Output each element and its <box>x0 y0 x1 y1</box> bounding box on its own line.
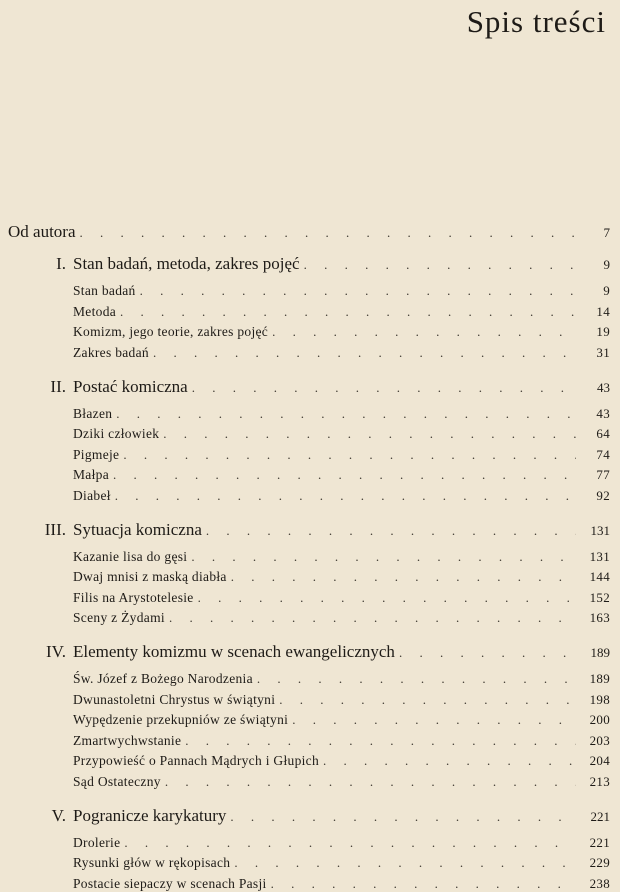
toc-label-text: Metoda <box>73 303 117 319</box>
dot-leader <box>192 380 576 396</box>
toc-subentry <box>0 671 620 687</box>
toc-chapter <box>0 520 620 540</box>
toc-label <box>73 712 288 728</box>
page-number: 14 <box>596 303 610 319</box>
page-number: 9 <box>603 283 610 298</box>
page-number: 43 <box>596 405 610 421</box>
toc-entry <box>0 222 620 242</box>
toc-label-text: Elementy komizmu w scenach ewangelicznych <box>73 642 395 661</box>
dot-leader <box>230 809 576 825</box>
dot-leader <box>272 324 576 340</box>
toc-label <box>73 610 165 626</box>
page-number: 229 <box>589 855 610 870</box>
toc-label-text: Dwaj mnisi z maską diabła <box>73 569 227 584</box>
toc-label-text: Komizm, jego teorie, zakres pojęć <box>73 324 269 339</box>
page-number: 77 <box>596 467 610 482</box>
dot-leader <box>80 225 576 241</box>
dot-leader <box>323 753 576 769</box>
toc-label-text: Diabeł <box>73 487 111 503</box>
page-title: Spis treści <box>466 4 606 39</box>
dot-leader <box>198 590 576 606</box>
dot-leader <box>123 447 576 463</box>
toc-label <box>73 345 149 361</box>
toc-subentry <box>0 304 620 320</box>
toc-label <box>73 753 319 769</box>
toc-subentry <box>0 324 620 340</box>
page-number: 200 <box>589 712 610 727</box>
toc-label <box>73 733 181 749</box>
toc-label-text: Stan badań, metoda, zakres pojęć <box>73 254 300 273</box>
toc-subentry <box>0 283 620 299</box>
toc-label <box>22 254 300 274</box>
toc-label <box>22 642 395 662</box>
chapter-number: V. <box>51 805 66 825</box>
toc-label <box>73 774 161 790</box>
toc-subentry <box>0 426 620 442</box>
page-number: 163 <box>589 610 610 625</box>
chapter-number: IV. <box>46 642 66 661</box>
toc-subentry <box>0 753 620 769</box>
page-number: 31 <box>596 344 610 360</box>
toc-label-text: Zmartwychwstanie <box>73 732 182 748</box>
toc-subentry <box>0 447 620 463</box>
page-number: 152 <box>589 589 610 605</box>
toc-label <box>73 304 116 320</box>
dot-leader <box>185 733 576 749</box>
dot-leader <box>206 523 576 539</box>
toc-label-text: Pogranicze karykatury <box>73 805 227 825</box>
dot-leader <box>113 467 576 483</box>
dot-leader <box>271 876 576 892</box>
toc-chapter <box>0 377 620 397</box>
toc-label <box>22 377 188 397</box>
toc-label <box>73 590 194 606</box>
toc-label <box>73 406 112 422</box>
toc-label-text: Dwunastoletni Chrystus w świątyni <box>73 691 276 707</box>
toc-label-text: Drolerie <box>73 834 121 850</box>
toc-subentry <box>0 488 620 504</box>
toc-label <box>73 447 119 463</box>
toc-chapter <box>0 642 620 662</box>
dot-leader <box>153 345 576 361</box>
page-number: 92 <box>596 487 610 503</box>
dot-leader <box>292 712 576 728</box>
dot-leader <box>257 671 576 687</box>
toc-label <box>73 692 275 708</box>
chapter-number: II. <box>50 376 66 396</box>
toc-subentry <box>0 835 620 851</box>
toc-label <box>73 488 111 504</box>
toc-subentry <box>0 610 620 626</box>
toc-subentry <box>0 876 620 892</box>
page-number: 74 <box>596 446 610 462</box>
toc-subentry <box>0 774 620 790</box>
toc-subentry <box>0 569 620 585</box>
page-number: 221 <box>589 834 610 850</box>
toc-label-text: Dziki człowiek <box>73 426 160 441</box>
toc-label <box>73 671 253 687</box>
page-number: 144 <box>589 569 610 584</box>
toc-label-text: Kazanie lisa do gęsi <box>73 548 188 564</box>
toc-label <box>73 569 227 585</box>
toc-label <box>73 283 136 299</box>
page-number: 131 <box>590 522 610 538</box>
dot-leader <box>140 283 576 299</box>
dot-leader <box>165 774 576 790</box>
page-number: 131 <box>589 548 610 564</box>
toc-label <box>73 549 187 565</box>
toc-label-text: Małpa <box>73 467 109 482</box>
toc-subentry <box>0 712 620 728</box>
dot-leader <box>279 692 576 708</box>
toc-label <box>8 222 76 242</box>
toc-subentry <box>0 590 620 606</box>
toc-label-text: Stan badań <box>73 283 136 298</box>
page-number: 189 <box>590 645 610 660</box>
dot-leader <box>191 549 576 565</box>
toc-label-text: Filis na Arystotelesie <box>73 589 194 605</box>
toc-label <box>73 324 268 340</box>
toc-subentry <box>0 733 620 749</box>
dot-leader <box>169 610 576 626</box>
dot-leader <box>115 488 576 504</box>
toc-label-text: Św. Józef z Bożego Narodzenia <box>73 671 253 686</box>
page-number: 204 <box>589 753 610 768</box>
toc-label-text: Pigmeje <box>73 446 120 462</box>
toc-label-text: Postać komiczna <box>73 376 188 396</box>
toc-subentry <box>0 549 620 565</box>
toc-subentry <box>0 345 620 361</box>
toc-chapter <box>0 806 620 826</box>
toc-label-text: Rysunki głów w rękopisach <box>73 855 231 870</box>
toc-label-text: Zakres badań <box>73 344 149 360</box>
toc-label-text: Sytuacja komiczna <box>73 519 202 539</box>
page-number: 9 <box>603 257 610 272</box>
dot-leader <box>124 835 576 851</box>
chapter-number: III. <box>44 519 66 539</box>
chapter-number: I. <box>56 254 66 273</box>
page-number: 19 <box>596 324 610 339</box>
toc-label-text: Sąd Ostateczny <box>73 773 161 789</box>
page-number: 7 <box>603 225 610 240</box>
toc-label <box>73 876 267 892</box>
page-number: 238 <box>589 875 610 891</box>
toc-label-text: Postacie siepaczy w scenach Pasji <box>73 875 267 891</box>
toc-label-text: Przypowieść o Pannach Mądrych i Głupich <box>73 753 320 768</box>
toc-label <box>73 467 109 483</box>
toc-label <box>73 835 120 851</box>
page-number: 198 <box>589 691 610 707</box>
toc-label <box>22 806 226 826</box>
dot-leader <box>163 426 576 442</box>
dot-leader <box>120 304 576 320</box>
toc-label-text: Wypędzenie przekupniów ze świątyni <box>73 712 289 727</box>
page-number: 64 <box>596 426 610 441</box>
dot-leader <box>116 406 576 422</box>
page-number: 221 <box>590 808 610 824</box>
toc-label-text: Błazen <box>73 405 113 421</box>
page-number: 43 <box>597 379 610 395</box>
page-number: 189 <box>589 671 610 686</box>
toc-subentry <box>0 406 620 422</box>
dot-leader <box>234 855 576 871</box>
toc-subentry <box>0 692 620 708</box>
dot-leader <box>399 645 576 661</box>
toc-label <box>22 520 202 540</box>
toc-label-text: Od autora <box>8 222 76 241</box>
page-number: 203 <box>589 732 610 748</box>
toc-label <box>73 426 159 442</box>
toc-label <box>73 855 230 871</box>
toc-subentry <box>0 855 620 871</box>
toc-label-text: Sceny z Żydami <box>73 610 165 625</box>
page-number: 213 <box>589 773 610 789</box>
toc-chapter <box>0 254 620 274</box>
dot-leader <box>304 257 576 273</box>
toc-subentry <box>0 467 620 483</box>
dot-leader <box>231 569 576 585</box>
